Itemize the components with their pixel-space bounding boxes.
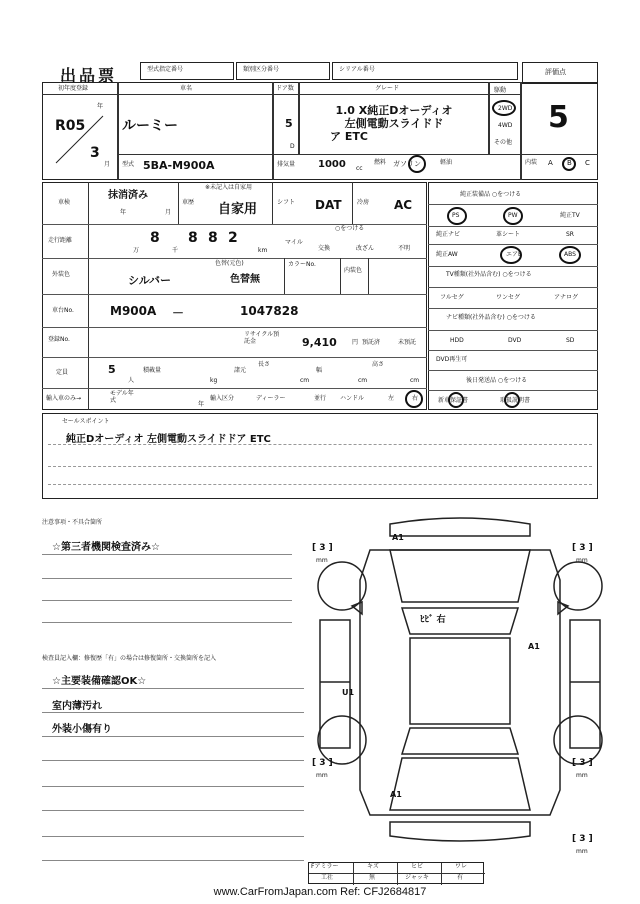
handle-right: 右 (412, 395, 419, 402)
car-name: ルーミー (122, 118, 178, 134)
mark-front-a1: A1 (392, 533, 404, 542)
serial-box: シリアル番号 (332, 62, 518, 80)
mileage-digit-3: 8 (208, 230, 218, 246)
doors-label: ドア数 (276, 85, 294, 92)
type-no-box: 型式指定番号 (140, 62, 234, 80)
later-warranty: 新車保証書 (438, 397, 469, 404)
mark-right-a1: A1 (528, 642, 540, 651)
use-value: 自家用 (218, 202, 258, 217)
chassis-number: 1047828 (240, 304, 299, 318)
later-warranty-circle (448, 392, 464, 408)
mark-left-u1: U1 (342, 688, 355, 697)
reg-month: 3 (90, 145, 100, 161)
notes-line-3: 室内薄汚れ (52, 701, 102, 712)
chassis-prefix: M900A (110, 304, 157, 318)
shaken-value: 抹消済み (108, 190, 148, 201)
notes-line-1: ☆第三者機関検査済み☆ (52, 542, 160, 553)
grade-text: 1.0 X純正Dオーディオ 左側電動スライドド ア ETC (330, 104, 453, 143)
sales-point-text: 純正Dオーディオ 左側電動スライドドア ETC (66, 434, 271, 445)
drive-2wd: 2WD (498, 105, 513, 112)
right-side-shape (570, 620, 600, 748)
car-name-label: 車名 (180, 85, 193, 92)
car-damage-diagram (310, 510, 610, 855)
tread-rl: [ 3 ] (312, 758, 333, 768)
recycle-value: 9,410 (302, 336, 337, 349)
mileage-digit-4: 2 (228, 230, 238, 246)
later-manual-circle (504, 392, 520, 408)
footer-watermark: www.CarFromJapan.com Ref: CFJ2684817 (213, 886, 427, 898)
equip-ps-circle (447, 207, 467, 225)
legend-table: Fアミラー キズ ヒビ ワレ 工社 無 ジャッキ 有 (308, 862, 484, 884)
mileage-digit-1: 8 (150, 230, 160, 246)
body-outline-shape (360, 550, 560, 815)
reg-label: 初年度登録 (58, 85, 89, 92)
equip-pw-circle (503, 207, 523, 225)
fuel-value: ガソリン (393, 160, 421, 168)
score-value: 5 (548, 100, 569, 135)
tread-spare: [ 3 ] (572, 834, 593, 844)
model-value: 5BA-M900A (143, 159, 215, 172)
fuel-circle (408, 155, 426, 173)
later-manual: 取扱説明書 (500, 397, 531, 404)
wheel-rear-left (318, 716, 366, 764)
displacement-value: 1000 (318, 159, 346, 170)
grade-label: グレード (375, 85, 400, 92)
class-no-box: 類別区分番号 (236, 62, 330, 80)
score-header: 評価点 (522, 62, 598, 84)
equip-ps: PS (452, 212, 460, 219)
mileage-digit-2: 8 (188, 230, 198, 246)
ac-value: AC (394, 198, 413, 212)
drive-other: その他 (494, 139, 513, 146)
rear-window-shape (402, 728, 518, 754)
mark-rear-a1: A1 (390, 790, 402, 799)
notes-line-4: 外装小傷有り (52, 724, 112, 735)
notes-label: 注意事項・不具合箇所 (42, 519, 103, 526)
equip-abs: ABS (564, 251, 576, 258)
tread-fr: [ 3 ] (572, 543, 593, 553)
notes-line-2: ☆主要装備確認OK☆ (52, 676, 147, 687)
rear-bumper-shape (390, 822, 530, 841)
tread-fl: [ 3 ] (312, 543, 333, 553)
roof-shape (410, 638, 510, 724)
hood-shape (390, 550, 530, 602)
sales-point-box (42, 413, 598, 499)
equip-abs-circle (559, 246, 581, 264)
reg-year: R05 (55, 118, 86, 134)
equip-pw: PW (508, 212, 518, 219)
mark-roof: ﾋﾋﾞ 右 (420, 615, 446, 625)
tread-rr: [ 3 ] (572, 758, 593, 768)
equip-airbag-circle (500, 246, 522, 264)
inspector-label: 検査員記入欄：修復歴「有」の場合は修復箇所・交換箇所を記入 (42, 655, 217, 662)
equip-airbag: エアB (506, 251, 523, 258)
interior-b-circle (562, 157, 576, 171)
sheet-title: 出品票 (60, 66, 118, 85)
interior-b: B (567, 159, 572, 167)
drive-2wd-circle (492, 100, 516, 116)
front-bumper-shape (390, 518, 530, 536)
drive-4wd: 4WD (498, 122, 513, 129)
shift-value: DAT (315, 198, 342, 212)
color-value: シルバー (128, 274, 171, 287)
doors-value: 5 (285, 117, 293, 130)
wheel-rear-right (554, 716, 602, 764)
left-side-shape (320, 620, 350, 748)
capacity-value: 5 (108, 363, 116, 376)
handle-right-circle (405, 390, 423, 408)
color-change-value: 色替無 (230, 274, 260, 285)
rear-hatch-shape (390, 758, 530, 810)
